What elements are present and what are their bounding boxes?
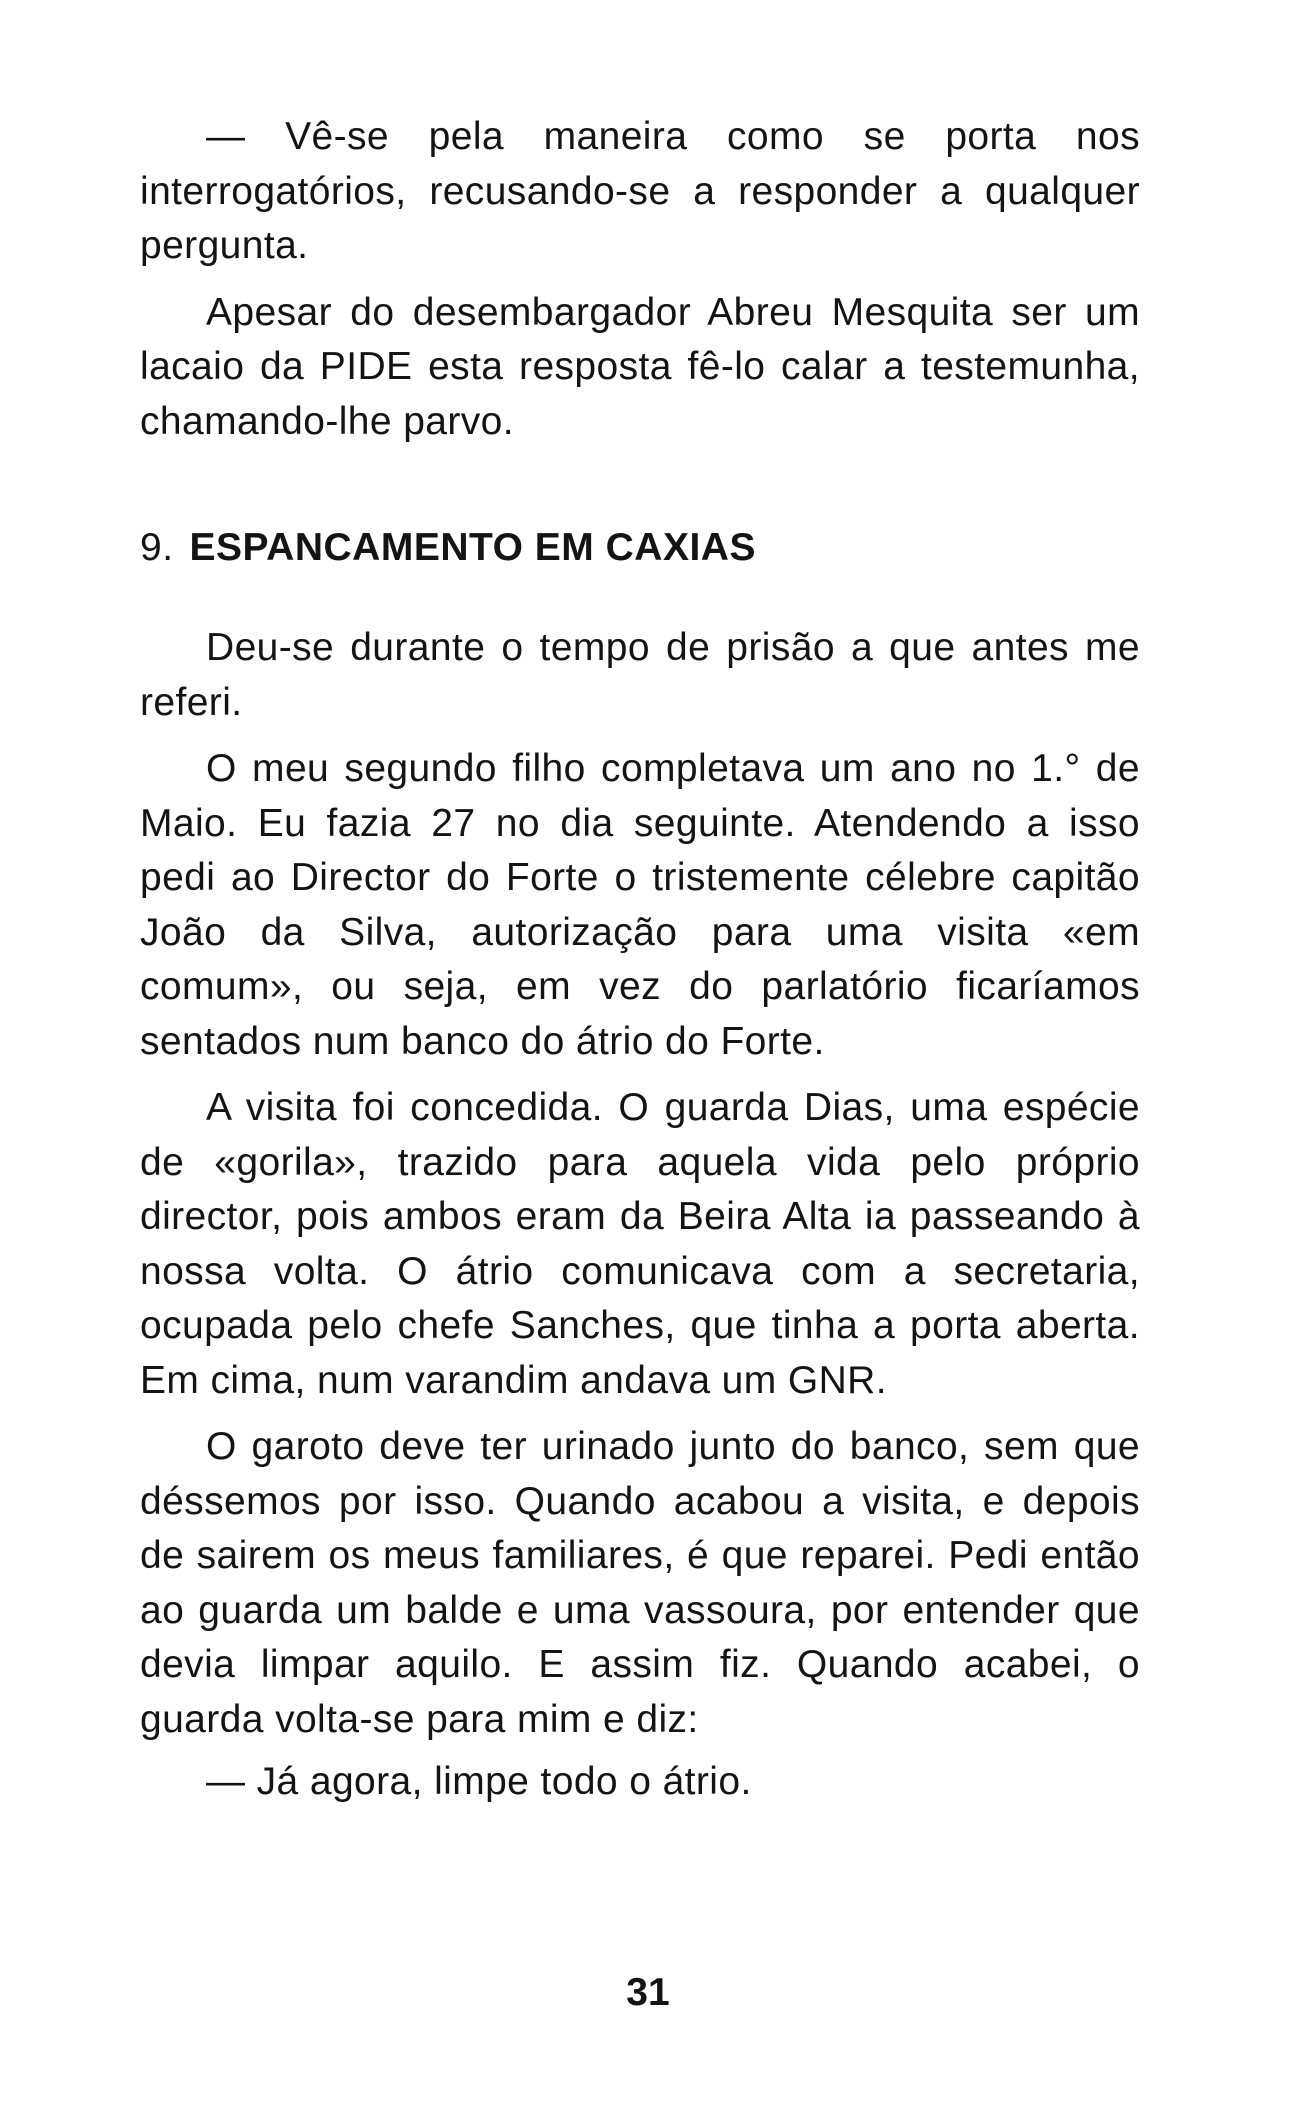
paragraph-prison-time: Deu-se durante o tempo de prisão a que antes me referi.: [140, 626, 1140, 724]
section-number: 9.: [140, 526, 174, 569]
paragraph-desembargador: Apesar do desembargador Abreu Mesquita ser um lacaio da PIDE esta resposta fê-lo calar a testemunha, chamando-lhe parvo.: [140, 290, 1140, 443]
paragraph-interrogation-quote: — Vê-se pela maneira como se porta nos interrogatórios, recusando-se a responder a qualquer pergunta.: [140, 115, 1140, 267]
paragraph-second-son: O meu segundo filho completava um ano no 1.° de Maio. Eu fazia 27 no dia seguinte. Atendendo a isso pedi ao Director do Forte o tristemente célebre capitão João da Silva, autorização para uma visita «em comum», ou seja, em vez do parlatório ficaríamos sentados num banco do átrio do Forte.: [140, 747, 1140, 1063]
section-heading: [140, 521, 1140, 575]
paragraph-boy-urinated: O garoto deve ter urinado junto do banco, sem que déssemos por isso. Quando acabou a visita, e depois de sairem os meus familiares, é que reparei. Pedi então ao guarda um balde e uma vassoura, por entender que devia limpar aquilo. E assim fiz. Quando acabei, o guarda volta-se para mim e diz:: [140, 1425, 1140, 1741]
book-page: [140, 110, 1140, 1810]
section-title: ESPANCAMENTO EM CAXIAS: [189, 526, 756, 569]
paragraph-visit-granted: A visita foi concedida. O guarda Dias, uma espécie de «gorila», trazido para aquela vida pelo próprio director, pois ambos eram da Beira Alta ia passeando à nossa volta. O átrio comunicava com a secretaria, ocupada pelo chefe Sanches, que tinha a porta aberta. Em cima, num varandim andava um GNR.: [140, 1086, 1140, 1402]
page-number: 31: [626, 1971, 670, 2014]
paragraph-clean-atrium: — Já agora, limpe todo o átrio.: [206, 1760, 752, 1803]
